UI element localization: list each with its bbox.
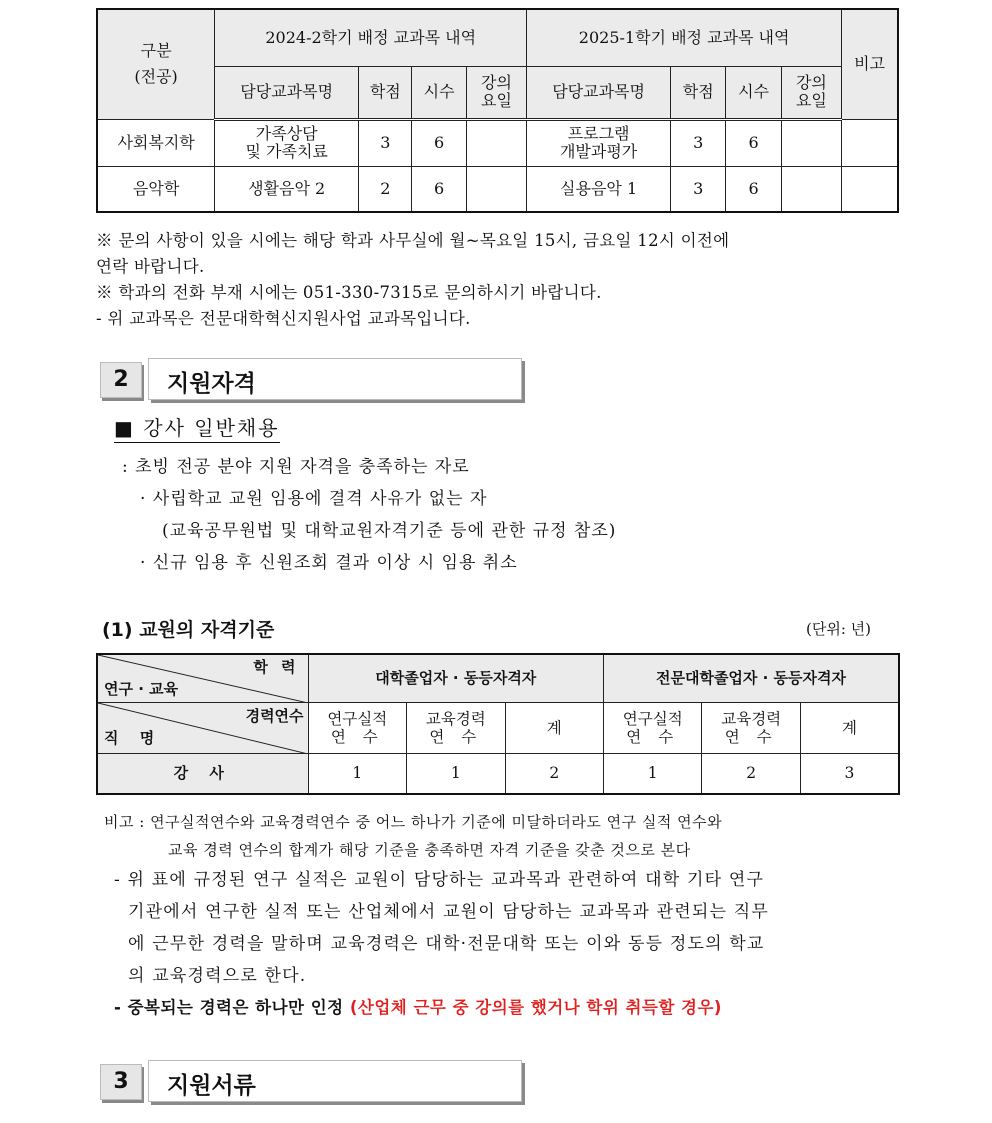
research-line1: 연구실적 xyxy=(327,709,388,728)
section-number: 3 xyxy=(100,1064,142,1100)
course-assignment-table xyxy=(96,8,899,213)
credit-cell: 3 xyxy=(359,119,412,166)
hours-cell: 6 xyxy=(412,119,466,166)
edu-line2: 연 수 xyxy=(429,727,483,746)
subject-cell-2 xyxy=(527,119,671,166)
research2-line2: 연 수 xyxy=(626,727,680,746)
definition-line-2: 기관에서 연구한 실적 또는 산업체에서 교원이 담당하는 교과목과 관련되는 직무 xyxy=(128,902,769,922)
col-total: 계 xyxy=(505,702,603,753)
qualification-intro: : 초빙 전공 분야 지원 자격을 충족하는 자로 xyxy=(122,457,470,477)
hours-cell-2: 6 xyxy=(726,166,781,212)
research-definition xyxy=(114,864,904,992)
subject-line1: 가족상담 xyxy=(255,124,318,143)
dept-cell: 음악학 xyxy=(97,166,215,212)
col-day-line2: 요일 xyxy=(481,91,512,110)
col-research-years-2 xyxy=(604,702,702,753)
col-research-years xyxy=(308,702,406,753)
remark-line-1: 비고 : 연구실적연수와 교육경력연수 중 어느 하나가 기준에 미달하더라도 연구 실적 연수와 xyxy=(104,813,723,831)
note-1b: 연락 바랍니다. xyxy=(96,257,205,276)
subheading-lecturer-hiring: ■ 강사 일반채용 xyxy=(114,412,280,443)
day-cell xyxy=(466,119,526,166)
subject-cell-2: 실용음악 1 xyxy=(527,166,671,212)
section-title: 지원서류 xyxy=(167,1073,256,1099)
table-row xyxy=(97,753,899,794)
day-cell-2 xyxy=(781,166,841,212)
qualification-item-1-ref: (교육공무원법 및 대학교원자격기준 등에 관한 규정 참조) xyxy=(162,521,617,541)
col-day2-line1: 강의 xyxy=(795,73,827,92)
credit-cell-2: 3 xyxy=(671,166,726,212)
value-cell: 3 xyxy=(800,753,899,794)
credit-cell-2: 3 xyxy=(671,119,726,166)
col-day xyxy=(466,66,526,119)
section-title: 지원자격 xyxy=(167,371,256,397)
subject-line2: 및 가족치료 xyxy=(245,142,328,161)
diagonal-header-2 xyxy=(97,702,308,753)
research2-line1: 연구실적 xyxy=(622,709,683,728)
table-row xyxy=(97,119,898,166)
header-2024: 2024-2학기 배정 교과목 내역 xyxy=(215,9,527,66)
diag-bottom-label: 연구 · 교육 xyxy=(104,679,179,698)
col-edu-years-2 xyxy=(702,702,800,753)
col-hours-2: 시수 xyxy=(726,66,781,119)
subject2-line2: 개발과평가 xyxy=(559,142,638,161)
qualification-item-2: · 신규 임용 후 신원조회 결과 이상 시 임용 취소 xyxy=(140,553,518,573)
research-line2: 연 수 xyxy=(330,727,384,746)
diag2-top-label: 경력연수 xyxy=(245,706,304,725)
header-major-text: (전공) xyxy=(134,67,178,87)
section-header-3 xyxy=(100,1060,520,1102)
col-day-2 xyxy=(781,66,841,119)
header-bigo: 비고 xyxy=(842,9,898,119)
value-cell: 1 xyxy=(407,753,505,794)
col-total-2: 계 xyxy=(800,702,899,753)
bigo-cell xyxy=(842,119,898,166)
duplicate-note-condition: (산업체 근무 중 강의를 했거나 학위 취득할 경우) xyxy=(349,998,722,1017)
col-credit: 학점 xyxy=(359,66,412,119)
duplicate-career-note xyxy=(114,994,722,1018)
value-cell: 1 xyxy=(604,753,702,794)
col-edu-years xyxy=(407,702,505,753)
col-day-line1: 강의 xyxy=(481,73,512,92)
dept-cell: 사회복지학 xyxy=(97,119,215,166)
section-header-2 xyxy=(100,358,520,400)
note-3: - 위 교과목은 전문대학혁신지원사업 교과목입니다. xyxy=(96,309,471,328)
section-number: 2 xyxy=(100,362,142,398)
definition-line-1: - 위 표에 규정된 연구 실적은 교원이 담당하는 교과목과 관련하여 대학 기타 연구 xyxy=(114,870,765,890)
value-cell: 1 xyxy=(308,753,406,794)
group-college: 전문대학졸업자 · 동등자격자 xyxy=(604,654,900,702)
value-cell: 2 xyxy=(505,753,603,794)
table-remarks xyxy=(104,808,722,864)
hours-cell: 6 xyxy=(412,166,466,212)
section-title-bar xyxy=(148,358,522,400)
remark-line-2: 교육 경력 연수의 합계가 해당 기준을 충족하면 자격 기준을 갖춘 것으로 본다 xyxy=(168,841,691,859)
group-university: 대학졸업자 · 동등자격자 xyxy=(308,654,603,702)
table-row xyxy=(97,166,898,212)
subject2-line1: 프로그램 xyxy=(567,124,630,143)
hours-cell-2: 6 xyxy=(726,119,781,166)
header-gubun xyxy=(97,9,215,119)
edu2-line2: 연 수 xyxy=(724,727,778,746)
qualification-table xyxy=(96,653,900,795)
edu-line1: 교육경력 xyxy=(425,709,486,728)
unit-label: (단위: 년) xyxy=(806,620,871,638)
diagonal-header-1 xyxy=(97,654,308,702)
definition-line-4: 의 교육경력으로 한다. xyxy=(128,966,307,986)
day-cell-2 xyxy=(781,119,841,166)
value-cell: 2 xyxy=(702,753,800,794)
note-1a: ※ 문의 사항이 있을 시에는 해당 학과 사무실에 월~목요일 15시, 금요일 12시 이전에 xyxy=(96,231,730,250)
note-2: ※ 학과의 전화 부재 시에는 051-330-7315로 문의하시기 바랍니다. xyxy=(96,283,602,302)
row-label-lecturer: 강 사 xyxy=(97,753,308,794)
duplicate-note-main: - 중복되는 경력은 하나만 인정 xyxy=(114,998,350,1017)
col-credit-2: 학점 xyxy=(671,66,726,119)
bigo-cell xyxy=(842,166,898,212)
header-gubun-text: 구분 xyxy=(140,41,172,61)
definition-line-3: 에 근무한 경력을 말하며 교육경력은 대학·전문대학 또는 이와 동등 정도의 학교 xyxy=(128,934,765,954)
qualification-standard-title: (1) 교원의 자격기준 xyxy=(102,619,275,641)
col-subject-2: 담당교과목명 xyxy=(527,66,671,119)
credit-cell: 2 xyxy=(359,166,412,212)
qualification-item-1: · 사립학교 교원 임용에 결격 사유가 없는 자 xyxy=(140,489,488,509)
col-hours: 시수 xyxy=(412,66,466,119)
col-subject: 담당교과목명 xyxy=(215,66,359,119)
diag-top-label: 학 력 xyxy=(253,658,300,676)
section-title-bar xyxy=(148,1060,522,1102)
header-2025: 2025-1학기 배정 교과목 내역 xyxy=(527,9,842,66)
diag2-bottom-label: 직 명 xyxy=(104,728,163,747)
edu2-line1: 교육경력 xyxy=(721,709,782,728)
col-day2-line2: 요일 xyxy=(795,91,827,110)
contact-notes xyxy=(96,228,906,332)
day-cell xyxy=(466,166,526,212)
subject-cell: 생활음악 2 xyxy=(215,166,359,212)
subject-cell xyxy=(215,119,359,166)
